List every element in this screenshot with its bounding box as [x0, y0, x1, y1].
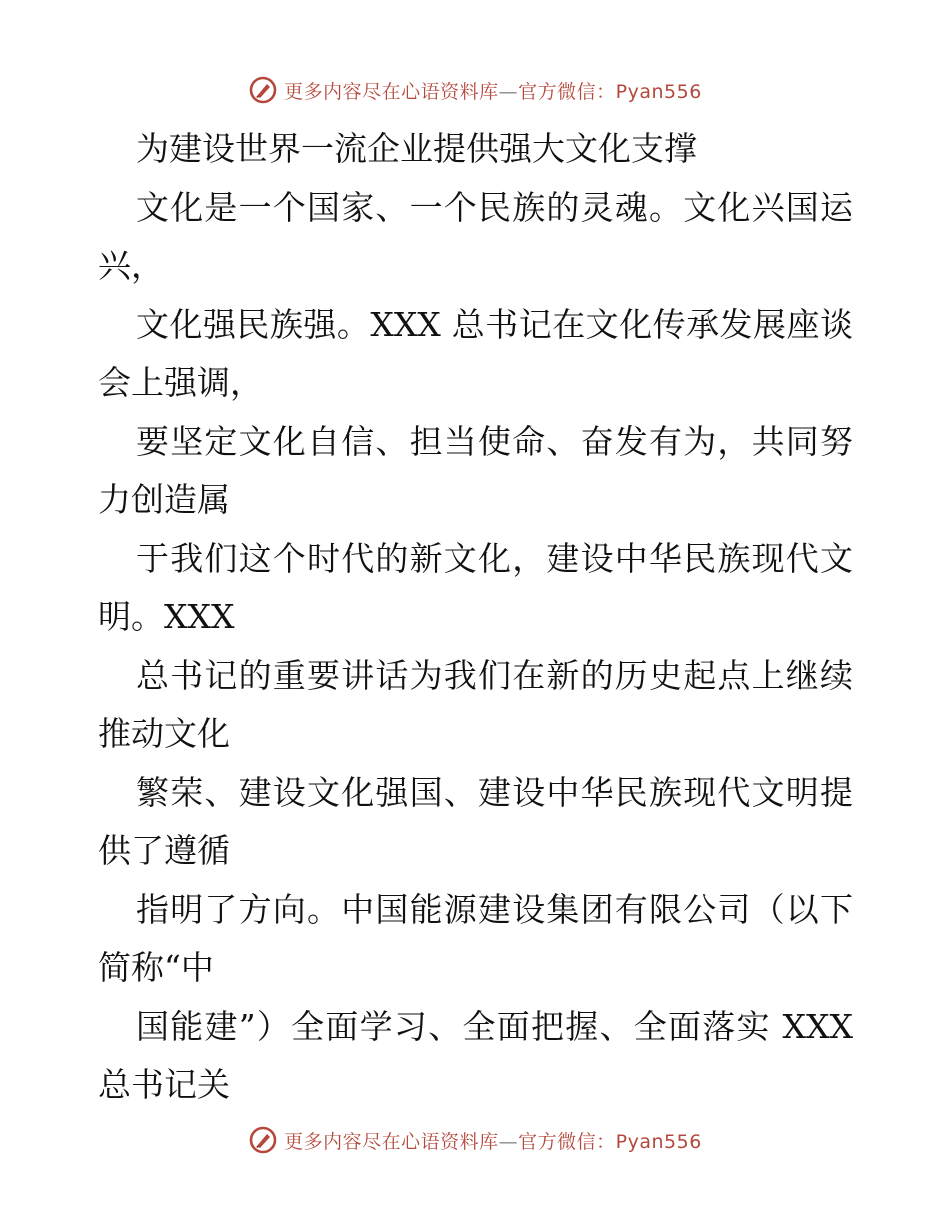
header-watermark	[0, 70, 950, 110]
paragraph-line: 明。XXX	[98, 597, 235, 636]
paragraph-line: 力创造属	[98, 480, 230, 519]
paragraph-line: 指明了方向。中国能源建设集团有限公司（以下	[136, 889, 853, 929]
paragraph-line: 于我们这个时代的新文化，建设中华民族现代文	[136, 538, 853, 578]
footer-watermark	[0, 1120, 950, 1160]
paragraph-line: 国能建”）全面学习、全面把握、全面落实 XXX	[136, 1006, 853, 1046]
paragraph-line: 兴，	[98, 246, 164, 285]
paragraph-line: 要坚定文化自信、担当使命、奋发有为，共同努	[136, 421, 853, 461]
paragraph-line: 繁荣、建设文化强国、建设中华民族现代文明提	[136, 772, 853, 812]
paragraph-line: 文化是一个国家、一个民族的灵魂。文化兴国运	[136, 187, 853, 227]
watermark-text: 更多内容尽在心语资料库—官方微信：Pyan556	[284, 80, 702, 103]
paragraph-line: 总书记的重要讲话为我们在新的历史起点上继续	[136, 655, 853, 695]
watermark-text: 更多内容尽在心语资料库—官方微信：Pyan556	[284, 1130, 702, 1153]
paragraph-line: 会上强调，	[98, 363, 263, 402]
pen-nib-seal-icon	[248, 75, 278, 105]
document-body	[98, 120, 853, 1115]
paragraph-line: 总书记关	[98, 1065, 230, 1104]
pen-nib-seal-icon	[248, 1125, 278, 1155]
paragraph-line: 文化强民族强。XXX 总书记在文化传承发展座谈	[136, 304, 853, 344]
document-title: 为建设世界一流企业提供强大文化支撑	[136, 129, 697, 168]
paragraph-line: 推动文化	[98, 714, 230, 753]
paragraph-line: 供了遵循	[98, 831, 230, 870]
paragraph-line: 简称“中	[98, 948, 214, 987]
